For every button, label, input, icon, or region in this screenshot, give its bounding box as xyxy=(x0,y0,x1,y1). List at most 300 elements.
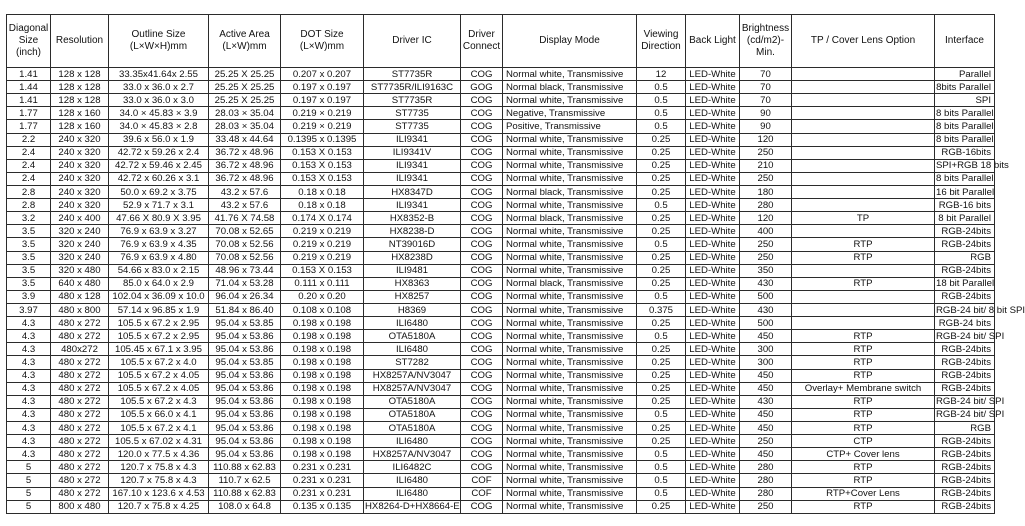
cell-back-light: LED-White xyxy=(686,133,740,146)
cell-back-light: LED-White xyxy=(686,225,740,238)
cell-driver-ic: HX8264-D+HX8664-E xyxy=(365,501,460,513)
cell-interface: RGB-24 bits xyxy=(935,317,995,330)
cell-tp-cover-lens: RTP xyxy=(792,238,935,251)
cell-driver-ic: ILI9341 xyxy=(364,172,461,185)
cell-active-area: 25.25 X 25.25 xyxy=(209,81,281,94)
cell-outline-size: 105.45 x 67.1 x 3.95 xyxy=(109,343,209,356)
cell-diagonal-size: 4.3 xyxy=(7,317,51,330)
cell-active-area: 28.03 × 35.04 xyxy=(209,107,281,120)
table-row xyxy=(7,317,995,330)
cell-interface: RGB-24bits xyxy=(935,435,995,448)
cell-active-area: 110.88 x 62.83 xyxy=(209,461,281,474)
cell-brightness: 280 xyxy=(740,487,792,500)
cell-driver-ic: ILI9481 xyxy=(364,264,461,277)
cell-diagonal-size: 3.5 xyxy=(7,225,51,238)
cell-display-mode: Normal white, Transmissive xyxy=(503,159,637,172)
table-row xyxy=(7,500,995,513)
cell-resolution: 128 x 128 xyxy=(51,68,109,81)
cell-back-light: LED-White xyxy=(686,172,740,185)
cell-viewing-direction: 0.375 xyxy=(637,303,686,316)
cell-tp-cover-lens xyxy=(792,225,935,238)
cell-active-area: 95.04 x 53.85 xyxy=(209,356,281,369)
table-row xyxy=(7,343,995,356)
cell-outline-size: 39.6 x 56.0 x 1.9 xyxy=(109,133,209,146)
cell-dot-size: 0.231 x 0.231 xyxy=(281,487,364,500)
cell-display-mode: Normal white, Transmissive xyxy=(503,94,637,107)
cell-tp-cover-lens: Overlay+ Membrane switch xyxy=(792,382,935,395)
cell-diagonal-size: 1.44 xyxy=(7,81,51,94)
cell-driver-ic: ILI6480 xyxy=(364,474,461,487)
cell-tp-cover-lens xyxy=(792,94,935,107)
cell-outline-size: 167.10 x 123.6 x 4.53 xyxy=(109,487,209,500)
cell-tp-cover-lens: RTP xyxy=(792,395,935,408)
cell-dot-size: 0.219 × 0.219 xyxy=(281,120,364,133)
cell-dot-size: 0.111 x 0.111 xyxy=(281,277,364,290)
table-row xyxy=(7,290,995,303)
cell-driver-connect: COG xyxy=(461,251,503,264)
cell-interface: SPI+RGB 18 bits xyxy=(936,160,1009,172)
cell-brightness: 250 xyxy=(740,172,792,185)
cell-display-mode: Normal white, Transmissive xyxy=(503,408,637,421)
cell-resolution: 480 x 800 xyxy=(51,303,109,316)
cell-driver-connect: COG xyxy=(461,343,503,356)
cell-dot-size: 0.198 x 0.198 xyxy=(281,421,364,434)
table-body xyxy=(7,68,1025,514)
cell-viewing-direction: 0.5 xyxy=(637,107,686,120)
cell-interface: Parallel xyxy=(935,68,995,81)
cell-brightness: 280 xyxy=(740,199,792,212)
cell-outline-size: 120.7 x 75.8 x 4.3 xyxy=(109,461,209,474)
cell-outline-size: 105.5 x 67.2 x 2.95 xyxy=(109,317,209,330)
cell-resolution: 128 x 160 xyxy=(51,107,109,120)
cell-tp-cover-lens xyxy=(792,107,935,120)
col-dot-size: DOT Size (L×W)mm xyxy=(281,15,364,68)
cell-driver-ic: HX8257A/NV3047 xyxy=(364,382,461,395)
cell-display-mode: Normal white, Transmissive xyxy=(503,395,637,408)
cell-resolution: 480 x 272 xyxy=(51,421,109,434)
cell-viewing-direction: 0.25 xyxy=(637,435,686,448)
table-row xyxy=(7,172,995,185)
cell-brightness: 280 xyxy=(740,461,792,474)
cell-display-mode: Normal white, Transmissive xyxy=(503,238,637,251)
cell-viewing-direction: 0.25 xyxy=(637,212,686,225)
cell-outline-size: 57.14 x 96.85 x 1.9 xyxy=(109,303,209,316)
cell-active-area: 95.04 x 53.86 xyxy=(209,369,281,382)
cell-tp-cover-lens xyxy=(792,303,935,316)
cell-diagonal-size: 4.3 xyxy=(7,408,51,421)
cell-interface: 18 bit Parallel xyxy=(936,278,995,290)
cell-driver-connect: COG xyxy=(461,238,503,251)
cell-outline-size: 33.0 x 36.0 x 2.7 xyxy=(109,81,209,94)
cell-driver-connect: COG xyxy=(461,277,503,290)
cell-viewing-direction: 0.25 xyxy=(637,146,686,159)
cell-dot-size: 0.153 X 0.153 xyxy=(281,159,364,172)
cell-outline-size: 50.0 x 69.2 x 3.75 xyxy=(109,185,209,198)
cell-back-light: LED-White xyxy=(686,435,740,448)
cell-resolution: 480 x 272 xyxy=(51,461,109,474)
header-row xyxy=(7,15,995,68)
cell-active-area: 43.2 x 57.6 xyxy=(209,199,281,212)
cell-interface: RGB-24bits xyxy=(935,461,995,474)
cell-diagonal-size: 2.4 xyxy=(7,172,51,185)
cell-driver-connect: COG xyxy=(461,421,503,434)
cell-back-light: LED-White xyxy=(686,448,740,461)
cell-viewing-direction: 0.5 xyxy=(637,487,686,500)
cell-active-area: 51.84 x 86.40 xyxy=(209,303,281,316)
cell-tp-cover-lens xyxy=(792,68,935,81)
cell-driver-ic: ST7282 xyxy=(364,356,461,369)
cell-outline-size: 34.0 × 45.83 × 3.9 xyxy=(109,107,209,120)
table-row xyxy=(7,251,995,264)
cell-brightness: 450 xyxy=(740,369,792,382)
cell-dot-size: 0.198 x 0.198 xyxy=(281,408,364,421)
cell-diagonal-size: 1.77 xyxy=(7,107,51,120)
cell-interface: RGB-24bits xyxy=(935,290,995,303)
cell-brightness: 70 xyxy=(740,81,792,94)
cell-display-mode: Normal white, Transmissive xyxy=(503,133,637,146)
cell-viewing-direction: 0.5 xyxy=(637,238,686,251)
cell-outline-size: 105.5 x 67.2 x 4.05 xyxy=(109,382,209,395)
cell-active-area: 41.76 X 74.58 xyxy=(209,212,281,225)
cell-driver-ic: ILI6480 xyxy=(364,487,461,500)
cell-diagonal-size: 3.5 xyxy=(7,238,51,251)
cell-tp-cover-lens: RTP xyxy=(792,474,935,487)
cell-viewing-direction: 0.25 xyxy=(637,133,686,146)
cell-resolution: 240 x 400 xyxy=(51,212,109,225)
cell-diagonal-size: 4.3 xyxy=(7,435,51,448)
table-row xyxy=(7,448,995,461)
cell-active-area: 95.04 x 53.85 xyxy=(209,317,281,330)
cell-interface: SPI xyxy=(935,94,995,107)
cell-active-area: 108.0 x 64.8 xyxy=(209,500,281,513)
cell-outline-size: 42.72 x 60.26 x 3.1 xyxy=(109,172,209,185)
cell-interface: RGB-24 bit/ SPI xyxy=(936,330,1005,342)
cell-dot-size: 0.219 x 0.219 xyxy=(281,238,364,251)
cell-viewing-direction: 0.25 xyxy=(637,159,686,172)
cell-driver-ic: ILI9341 xyxy=(364,133,461,146)
cell-driver-connect: GOG xyxy=(461,81,503,94)
cell-interface: RGB xyxy=(935,421,995,434)
cell-interface: 8 bits Parallel xyxy=(936,107,994,119)
cell-driver-connect: COG xyxy=(461,185,503,198)
cell-back-light: LED-White xyxy=(686,146,740,159)
cell-diagonal-size: 1.41 xyxy=(7,94,51,107)
table-row xyxy=(7,185,995,198)
cell-tp-cover-lens: RTP xyxy=(792,356,935,369)
cell-viewing-direction: 0.5 xyxy=(637,81,686,94)
cell-driver-connect: COG xyxy=(461,382,503,395)
cell-active-area: 95.04 x 53.86 xyxy=(209,408,281,421)
cell-driver-connect: COG xyxy=(461,290,503,303)
cell-resolution: 480 x 272 xyxy=(51,395,109,408)
cell-driver-connect: COG xyxy=(461,225,503,238)
cell-interface: RGB-16 bits xyxy=(935,199,995,212)
cell-driver-ic: OTA5180A xyxy=(364,330,461,343)
cell-active-area: 28.03 × 35.04 xyxy=(209,120,281,133)
cell-back-light: LED-White xyxy=(686,277,740,290)
cell-diagonal-size: 5 xyxy=(7,487,51,500)
cell-diagonal-size: 4.3 xyxy=(7,395,51,408)
cell-display-mode: Normal white, Transmissive xyxy=(503,487,637,500)
cell-resolution: 480 x 272 xyxy=(51,382,109,395)
cell-back-light: LED-White xyxy=(686,382,740,395)
cell-brightness: 180 xyxy=(740,185,792,198)
cell-outline-size: 42.72 x 59.46 x 2.45 xyxy=(109,159,209,172)
cell-diagonal-size: 4.3 xyxy=(7,448,51,461)
cell-diagonal-size: 2.2 xyxy=(7,133,51,146)
cell-back-light: LED-White xyxy=(686,290,740,303)
cell-outline-size: 34.0 × 45.83 × 2.8 xyxy=(109,120,209,133)
cell-outline-size: 105.5 x 67.2 x 2.95 xyxy=(109,330,209,343)
cell-driver-connect: COG xyxy=(461,435,503,448)
cell-driver-connect: COG xyxy=(461,500,503,513)
col-resolution: Resolution xyxy=(51,15,109,68)
cell-interface: 8 bit Parallel xyxy=(935,212,995,225)
cell-dot-size: 0.153 X 0.153 xyxy=(281,172,364,185)
cell-diagonal-size: 3.5 xyxy=(7,277,51,290)
cell-display-mode: Normal white, Transmissive xyxy=(503,68,637,81)
cell-interface: 8 bits Parallel xyxy=(936,173,994,185)
cell-dot-size: 0.153 X 0.153 xyxy=(281,264,364,277)
cell-active-area: 71.04 x 53.28 xyxy=(209,277,281,290)
cell-interface: RGB-16bits xyxy=(935,146,995,159)
cell-driver-connect: COG xyxy=(461,107,503,120)
cell-outline-size: 102.04 x 36.09 x 10.0 xyxy=(109,290,209,303)
cell-viewing-direction: 0.5 xyxy=(637,199,686,212)
cell-viewing-direction: 0.5 xyxy=(637,461,686,474)
col-viewing-direction: Viewing Direction xyxy=(637,15,686,68)
cell-viewing-direction: 0.25 xyxy=(637,382,686,395)
cell-tp-cover-lens: CTP+ Cover lens xyxy=(792,448,935,461)
cell-brightness: 350 xyxy=(740,264,792,277)
cell-display-mode: Normal white, Transmissive xyxy=(503,225,637,238)
cell-driver-connect: COG xyxy=(461,212,503,225)
cell-interface: 8bits Parallel xyxy=(935,81,995,94)
cell-resolution: 240 x 320 xyxy=(51,172,109,185)
cell-driver-ic: HX8238D xyxy=(364,251,461,264)
cell-active-area: 36.72 x 48.96 xyxy=(209,159,281,172)
cell-active-area: 25.25 X 25.25 xyxy=(209,68,281,81)
cell-brightness: 120 xyxy=(740,212,792,225)
cell-display-mode: Normal white, Transmissive xyxy=(503,199,637,212)
cell-diagonal-size: 4.3 xyxy=(7,382,51,395)
table-row xyxy=(7,395,995,408)
cell-driver-connect: COG xyxy=(461,317,503,330)
cell-interface: RGB-24bits xyxy=(935,500,995,513)
cell-resolution: 128 x 128 xyxy=(51,81,109,94)
cell-dot-size: 0.231 x 0.231 xyxy=(281,474,364,487)
cell-viewing-direction: 0.25 xyxy=(637,225,686,238)
cell-back-light: LED-White xyxy=(686,369,740,382)
cell-back-light: LED-White xyxy=(686,185,740,198)
cell-resolution: 480 x 272 xyxy=(51,330,109,343)
cell-driver-connect: COG xyxy=(461,172,503,185)
cell-driver-ic: ILI6480 xyxy=(364,435,461,448)
cell-diagonal-size: 4.3 xyxy=(7,330,51,343)
table-row xyxy=(7,487,995,500)
cell-outline-size: 105.5 x 66.0 x 4.1 xyxy=(109,408,209,421)
cell-brightness: 450 xyxy=(740,421,792,434)
table-row xyxy=(7,435,995,448)
cell-driver-ic: ST7735R xyxy=(364,68,461,81)
cell-outline-size: 120.0 x 77.5 x 4.36 xyxy=(109,448,209,461)
cell-brightness: 400 xyxy=(740,225,792,238)
table-header xyxy=(7,15,995,68)
cell-dot-size: 0.198 x 0.198 xyxy=(281,343,364,356)
cell-outline-size: 52.9 x 71.7 x 3.1 xyxy=(109,199,209,212)
cell-resolution: 480 x 128 xyxy=(51,290,109,303)
table-row xyxy=(7,421,995,434)
cell-driver-connect: COG xyxy=(461,146,503,159)
cell-interface: RGB-24bits xyxy=(935,264,995,277)
cell-interface: 16 bit Parallel xyxy=(936,186,995,198)
cell-driver-ic: NT39016D xyxy=(364,238,461,251)
cell-driver-ic: HX8347D xyxy=(364,185,461,198)
cell-driver-connect: COG xyxy=(461,448,503,461)
cell-dot-size: 0.198 x 0.198 xyxy=(281,435,364,448)
cell-outline-size: 47.66 X 80.9 X 3.95 xyxy=(109,212,209,225)
cell-driver-ic: HX8257 xyxy=(364,290,461,303)
table-row xyxy=(7,264,995,277)
cell-resolution: 240 x 320 xyxy=(51,133,109,146)
cell-outline-size: 105.5 x 67.2 x 4.05 xyxy=(109,369,209,382)
cell-driver-ic: HX8238-D xyxy=(364,225,461,238)
cell-driver-connect: COG xyxy=(461,133,503,146)
cell-brightness: 120 xyxy=(740,133,792,146)
cell-interface: RGB-24 bit/ 8 bit SPI xyxy=(936,304,1025,316)
cell-interface: 8 bits Parallel xyxy=(936,134,994,146)
cell-display-mode: Normal white, Transmissive xyxy=(503,330,637,343)
cell-dot-size: 0.198 x 0.198 xyxy=(281,395,364,408)
cell-resolution: 480 x 272 xyxy=(51,317,109,330)
cell-outline-size: 105.5 x 67.2 x 4.3 xyxy=(109,395,209,408)
cell-driver-connect: COF xyxy=(461,474,503,487)
cell-viewing-direction: 0.5 xyxy=(637,448,686,461)
cell-resolution: 128 x 160 xyxy=(51,120,109,133)
cell-brightness: 70 xyxy=(740,94,792,107)
cell-tp-cover-lens: RTP xyxy=(792,421,935,434)
cell-dot-size: 0.207 x 0.207 xyxy=(281,68,364,81)
table-row xyxy=(7,277,995,290)
cell-back-light: LED-White xyxy=(686,408,740,421)
cell-viewing-direction: 0.25 xyxy=(637,317,686,330)
cell-active-area: 36.72 x 48.96 xyxy=(209,172,281,185)
cell-viewing-direction: 0.25 xyxy=(637,421,686,434)
cell-diagonal-size: 4.3 xyxy=(7,369,51,382)
cell-driver-connect: COG xyxy=(461,159,503,172)
cell-diagonal-size: 3.5 xyxy=(7,264,51,277)
cell-dot-size: 0.198 x 0.198 xyxy=(281,369,364,382)
cell-diagonal-size: 2.4 xyxy=(7,159,51,172)
cell-back-light: LED-White xyxy=(686,395,740,408)
cell-interface: 8 bits Parallel xyxy=(936,120,994,132)
cell-tp-cover-lens: TP xyxy=(792,212,935,225)
cell-resolution: 480x272 xyxy=(51,343,109,356)
cell-driver-ic: OTA5180A xyxy=(364,421,461,434)
table-row xyxy=(7,81,995,94)
cell-brightness: 250 xyxy=(740,435,792,448)
col-back-light: Back Light xyxy=(686,15,740,68)
cell-dot-size: 0.18 x 0.18 xyxy=(281,185,364,198)
cell-display-mode: Normal black, Transmissive xyxy=(503,185,637,198)
cell-outline-size: 105.5 x 67.2 x 4.1 xyxy=(109,421,209,434)
cell-resolution: 480 x 272 xyxy=(51,435,109,448)
cell-diagonal-size: 2.8 xyxy=(7,185,51,198)
cell-viewing-direction: 0.25 xyxy=(637,500,686,513)
cell-tp-cover-lens xyxy=(792,146,935,159)
cell-back-light: LED-White xyxy=(686,212,740,225)
col-diagonal-size: Diagonal Size (inch) xyxy=(7,15,51,68)
cell-back-light: LED-White xyxy=(686,461,740,474)
cell-active-area: 95.04 x 53.86 xyxy=(209,448,281,461)
cell-display-mode: Normal white, Transmissive xyxy=(503,421,637,434)
cell-brightness: 430 xyxy=(740,395,792,408)
cell-resolution: 480 x 272 xyxy=(51,356,109,369)
cell-active-area: 36.72 x 48.96 xyxy=(209,146,281,159)
cell-display-mode: Normal white, Transmissive xyxy=(503,303,637,316)
cell-display-mode: Normal white, Transmissive xyxy=(503,146,637,159)
table-row xyxy=(7,382,995,395)
cell-brightness: 90 xyxy=(740,120,792,133)
cell-active-area: 95.04 x 53.86 xyxy=(209,421,281,434)
cell-brightness: 300 xyxy=(740,343,792,356)
cell-viewing-direction: 0.25 xyxy=(637,356,686,369)
cell-diagonal-size: 3.2 xyxy=(7,212,51,225)
cell-diagonal-size: 3.5 xyxy=(7,251,51,264)
cell-back-light: LED-White xyxy=(686,303,740,316)
cell-active-area: 70.08 x 52.56 xyxy=(209,238,281,251)
cell-driver-connect: COG xyxy=(461,303,503,316)
cell-brightness: 450 xyxy=(740,382,792,395)
cell-tp-cover-lens xyxy=(792,81,935,94)
cell-viewing-direction: 12 xyxy=(637,68,686,81)
cell-back-light: LED-White xyxy=(686,199,740,212)
cell-tp-cover-lens xyxy=(792,120,935,133)
cell-tp-cover-lens xyxy=(792,264,935,277)
cell-outline-size: 105.5 x 67.2 x 4.0 xyxy=(109,356,209,369)
cell-resolution: 480 x 272 xyxy=(51,448,109,461)
cell-brightness: 300 xyxy=(740,356,792,369)
cell-active-area: 33.48 x 44.64 xyxy=(209,133,281,146)
cell-tp-cover-lens: RTP xyxy=(792,408,935,421)
cell-viewing-direction: 0.25 xyxy=(637,264,686,277)
col-interface: Interface xyxy=(935,15,995,68)
cell-diagonal-size: 1.77 xyxy=(7,120,51,133)
cell-dot-size: 0.135 x 0.135 xyxy=(281,500,364,513)
cell-back-light: LED-White xyxy=(686,356,740,369)
cell-viewing-direction: 0.5 xyxy=(637,330,686,343)
col-driver-connect: Driver Connect xyxy=(461,15,503,68)
cell-active-area: 70.08 x 52.65 xyxy=(209,225,281,238)
cell-viewing-direction: 0.25 xyxy=(637,251,686,264)
cell-viewing-direction: 0.5 xyxy=(637,474,686,487)
cell-diagonal-size: 4.3 xyxy=(7,356,51,369)
cell-display-mode: Normal white, Transmissive xyxy=(503,172,637,185)
cell-back-light: LED-White xyxy=(686,330,740,343)
cell-display-mode: Negative, Transmissive xyxy=(503,107,637,120)
cell-driver-ic: ILI9341 xyxy=(364,159,461,172)
cell-interface: RGB-24 bit/ SPI xyxy=(936,396,1005,408)
table-row xyxy=(7,408,995,421)
cell-back-light: LED-White xyxy=(686,343,740,356)
cell-back-light: LED-White xyxy=(686,94,740,107)
cell-display-mode: Normal white, Transmissive xyxy=(503,317,637,330)
cell-active-area: 95.04 x 53.86 xyxy=(209,343,281,356)
cell-dot-size: 0.219 x 0.219 xyxy=(281,251,364,264)
table-row xyxy=(7,369,995,382)
cell-interface: RGB-24bits xyxy=(935,225,995,238)
cell-outline-size: 120.7 x 75.8 x 4.25 xyxy=(109,500,209,513)
